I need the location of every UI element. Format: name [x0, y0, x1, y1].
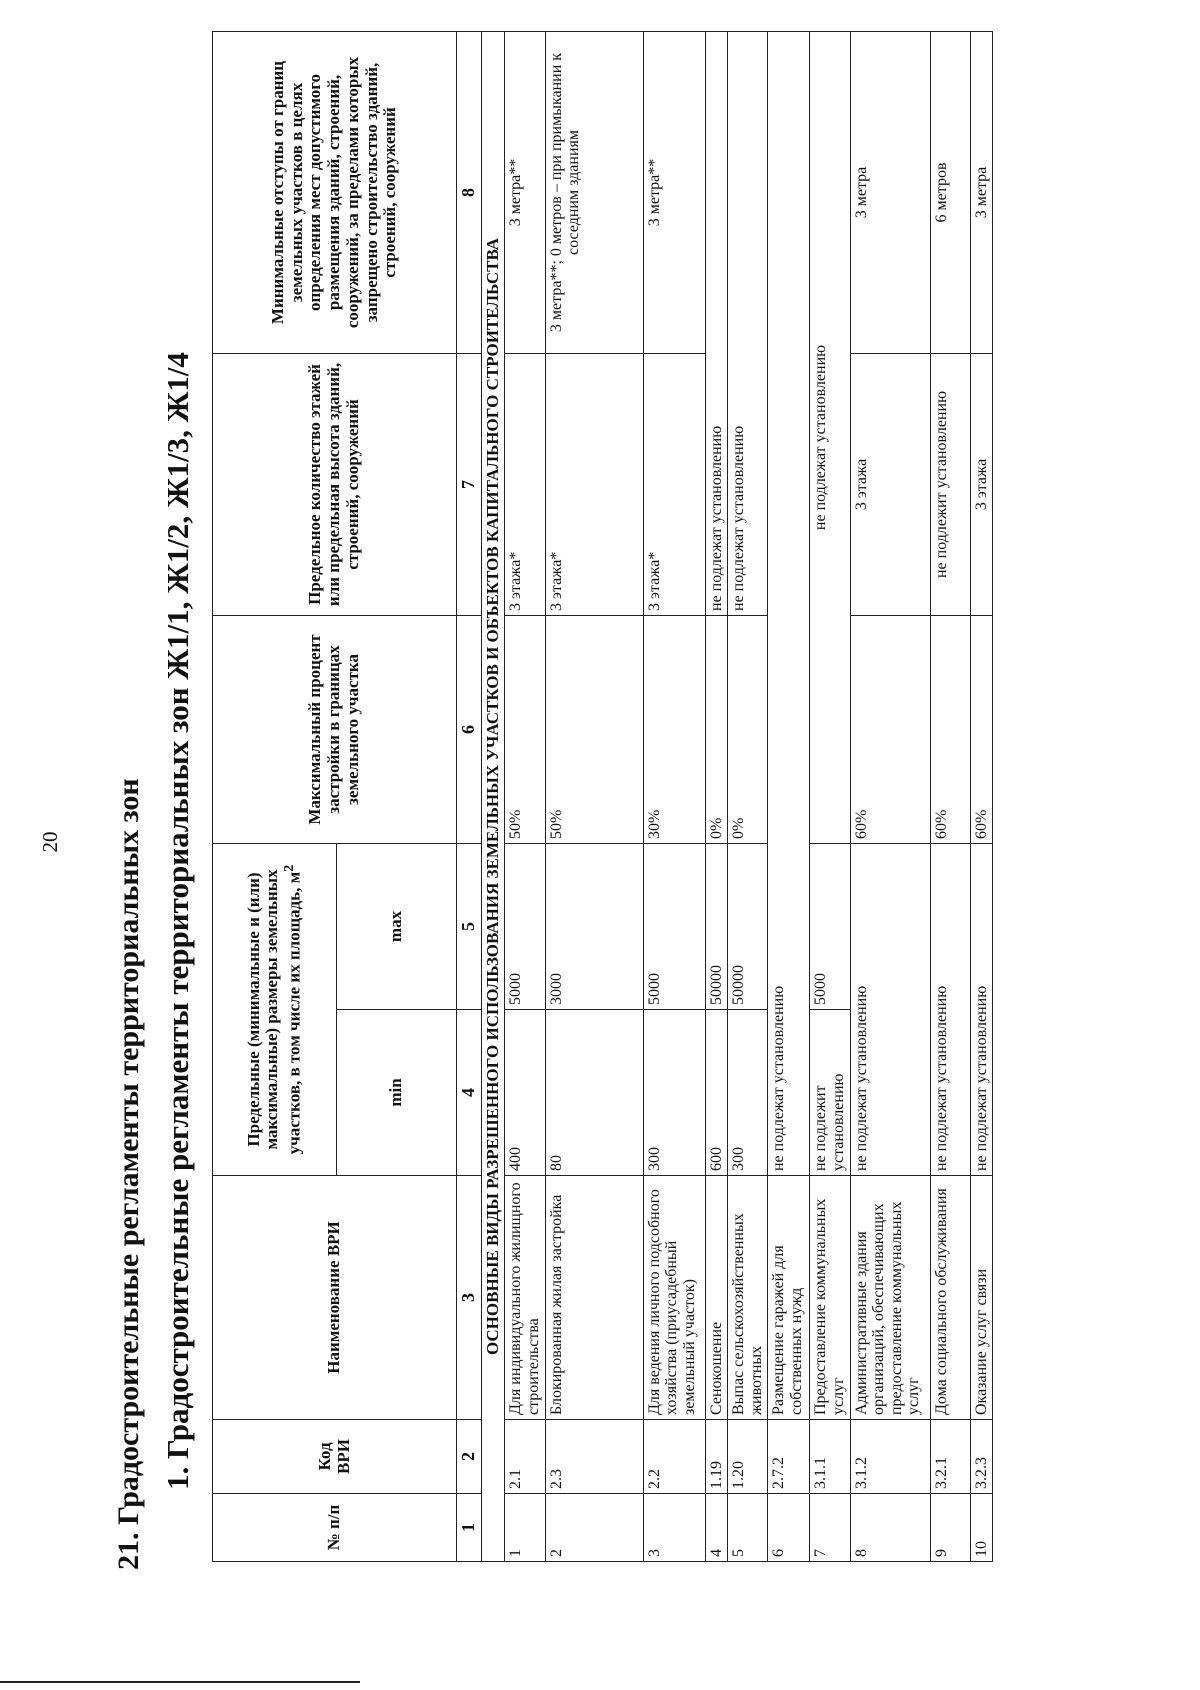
- table-row: [705, 31, 728, 1561]
- cell-setback: 3 метра**: [505, 31, 545, 353]
- header-max: max: [337, 843, 457, 1009]
- cell-min: 300: [643, 1010, 705, 1176]
- cell-num: 3: [643, 1494, 705, 1562]
- cell-num: 8: [850, 1494, 930, 1562]
- cell-num: 9: [930, 1494, 970, 1562]
- cell-percent: 30%: [643, 615, 705, 843]
- cell-floors: 3 этажа: [850, 353, 930, 615]
- cell-floors: 3 этажа*: [505, 353, 545, 615]
- cell-max: 5000: [643, 843, 705, 1009]
- cell-area-merged: не подлежат установлению: [768, 31, 810, 1175]
- cell-floors-setback: не подлежат установлению: [810, 31, 850, 843]
- column-number: 7: [457, 353, 482, 615]
- table-row: [545, 31, 643, 1561]
- cell-name: Дома социального обслуживания: [930, 1176, 970, 1420]
- header-setbacks: Минимальные отступы от границ земельных участков в целях определения мест допустимого размещения зданий, строений, сооружений, за пределами которых запрещено строительство зданий, строений, сооружений: [213, 31, 457, 353]
- table-row: [768, 31, 810, 1561]
- column-number: 1: [457, 1494, 482, 1562]
- cell-name: Блокированная жилая застройка: [545, 1176, 643, 1420]
- cell-floors: 3 этажа*: [643, 353, 705, 615]
- cell-name: Выпас сельскохозяйственных животных: [728, 1176, 768, 1420]
- table-row: [643, 31, 705, 1561]
- cell-max: 5000: [810, 843, 850, 1009]
- page-bottom-rule: [0, 1681, 360, 1683]
- page-number: 20: [38, 831, 62, 853]
- cell-name: Размещение гаражей для собственных нужд: [768, 1176, 810, 1420]
- cell-area-merged: не подлежат установлению: [850, 843, 930, 1175]
- cell-min: не подлежит установлению: [810, 1010, 850, 1176]
- header-floors: Предельное количество этажей или предельная высота зданий, строений, сооружений: [213, 353, 457, 615]
- cell-floors-setback: не подлежат установлению: [728, 31, 768, 615]
- header-area-text: Предельные (минимальные и (или) максимальные) размеры земельных участков, в том числе их площадь, м: [243, 869, 304, 1155]
- cell-name: Сенокошение: [705, 1176, 728, 1420]
- cell-area-merged: не подлежат установлению: [930, 843, 970, 1175]
- column-number-row: [457, 31, 482, 1561]
- column-number: 4: [457, 1010, 482, 1176]
- cell-name: Оказание услуг связи: [970, 1176, 993, 1420]
- cell-name: Предоставление коммунальных услуг: [810, 1176, 850, 1420]
- cell-max: 3000: [545, 843, 643, 1009]
- cell-min: 600: [705, 1010, 728, 1176]
- header-num: № п/п: [213, 1494, 457, 1562]
- cell-setback: 3 метра: [850, 31, 930, 353]
- regulations-table: [212, 31, 993, 1562]
- cell-code: 1.19: [705, 1420, 728, 1494]
- cell-floors-setback: не подлежат установлению: [705, 31, 728, 615]
- cell-percent: 60%: [970, 615, 993, 843]
- cell-floors: 3 этажа: [970, 353, 993, 615]
- cell-num: 7: [810, 1494, 850, 1562]
- cell-max: 50000: [705, 843, 728, 1009]
- table-row: [505, 31, 545, 1561]
- section-row: [481, 31, 505, 1561]
- header-code: Код ВРИ: [213, 1420, 457, 1494]
- column-number: 8: [457, 31, 482, 353]
- cell-percent: 50%: [545, 615, 643, 843]
- column-number: 2: [457, 1420, 482, 1494]
- cell-code: 1.20: [728, 1420, 768, 1494]
- header-min: min: [337, 1010, 457, 1176]
- section-heading: ОСНОВНЫЕ ВИДЫ РАЗРЕШЕННОГО ИСПОЛЬЗОВАНИЯ ЗЕМЕЛЬНЫХ УЧАСТКОВ И ОБЪЕКТОВ КАПИТАЛЬНОГО СТРОИТЕЛЬСТВА: [481, 31, 505, 1561]
- cell-min: 400: [505, 1010, 545, 1176]
- cell-area-merged: не подлежат установлению: [970, 843, 993, 1175]
- cell-code: 3.1.2: [850, 1420, 930, 1494]
- cell-setback: 3 метра**: [643, 31, 705, 353]
- cell-code: 2.1: [505, 1420, 545, 1494]
- cell-num: 2: [545, 1494, 643, 1562]
- section-title: 21. Градостроительные регламенты территориальных зон: [112, 778, 145, 1570]
- column-number: 3: [457, 1176, 482, 1420]
- cell-code: 2.7.2: [768, 1420, 810, 1494]
- cell-name: Для ведения личного подсобного хозяйства (приусадебный земельный участок): [643, 1176, 705, 1420]
- cell-num: 10: [970, 1494, 993, 1562]
- cell-code: 3.2.3: [970, 1420, 993, 1494]
- header-percent: Максимальный процент застройки в границах земельного участка: [213, 615, 457, 843]
- cell-code: 2.2: [643, 1420, 705, 1494]
- table-title: 1. Градостроительные регламенты территориальных зон Ж1/1, Ж1/2, Ж1/3, Ж1/4: [160, 352, 195, 1490]
- cell-min: 300: [728, 1010, 768, 1176]
- cell-code: 2.3: [545, 1420, 643, 1494]
- column-number: 5: [457, 843, 482, 1009]
- column-number: 6: [457, 615, 482, 843]
- cell-percent: 60%: [850, 615, 930, 843]
- cell-num: 4: [705, 1494, 728, 1562]
- header-area: [213, 843, 337, 1175]
- cell-setback: 3 метра: [970, 31, 993, 353]
- cell-setback: 3 метра**; 0 метров – при примыкании к соседним зданиям: [545, 31, 643, 353]
- cell-percent: 0%: [728, 615, 768, 843]
- cell-num: 5: [728, 1494, 768, 1562]
- header-name: Наименование ВРИ: [213, 1176, 457, 1420]
- cell-percent: 60%: [930, 615, 970, 843]
- cell-percent: 50%: [505, 615, 545, 843]
- cell-floors: не подлежит установлению: [930, 353, 970, 615]
- cell-code: 3.2.1: [930, 1420, 970, 1494]
- table-row: [930, 31, 970, 1561]
- table-row: [970, 31, 993, 1561]
- cell-num: 6: [768, 1494, 810, 1562]
- cell-max: 5000: [505, 843, 545, 1009]
- cell-floors: 3 этажа*: [545, 353, 643, 615]
- cell-code: 3.1.1: [810, 1420, 850, 1494]
- cell-min: 80: [545, 1010, 643, 1176]
- header-area-sup: 2: [281, 864, 298, 872]
- table-row: [728, 31, 768, 1561]
- table-row: [850, 31, 930, 1561]
- cell-name: Административные здания организаций, обеспечивающих предоставление коммунальных услуг: [850, 1176, 930, 1420]
- cell-max: 50000: [728, 843, 768, 1009]
- cell-percent: 0%: [705, 615, 728, 843]
- cell-setback: 6 метров: [930, 31, 970, 353]
- table-row: [810, 31, 850, 1561]
- cell-name: Для индивидуального жилищного строительства: [505, 1176, 545, 1420]
- cell-num: 1: [505, 1494, 545, 1562]
